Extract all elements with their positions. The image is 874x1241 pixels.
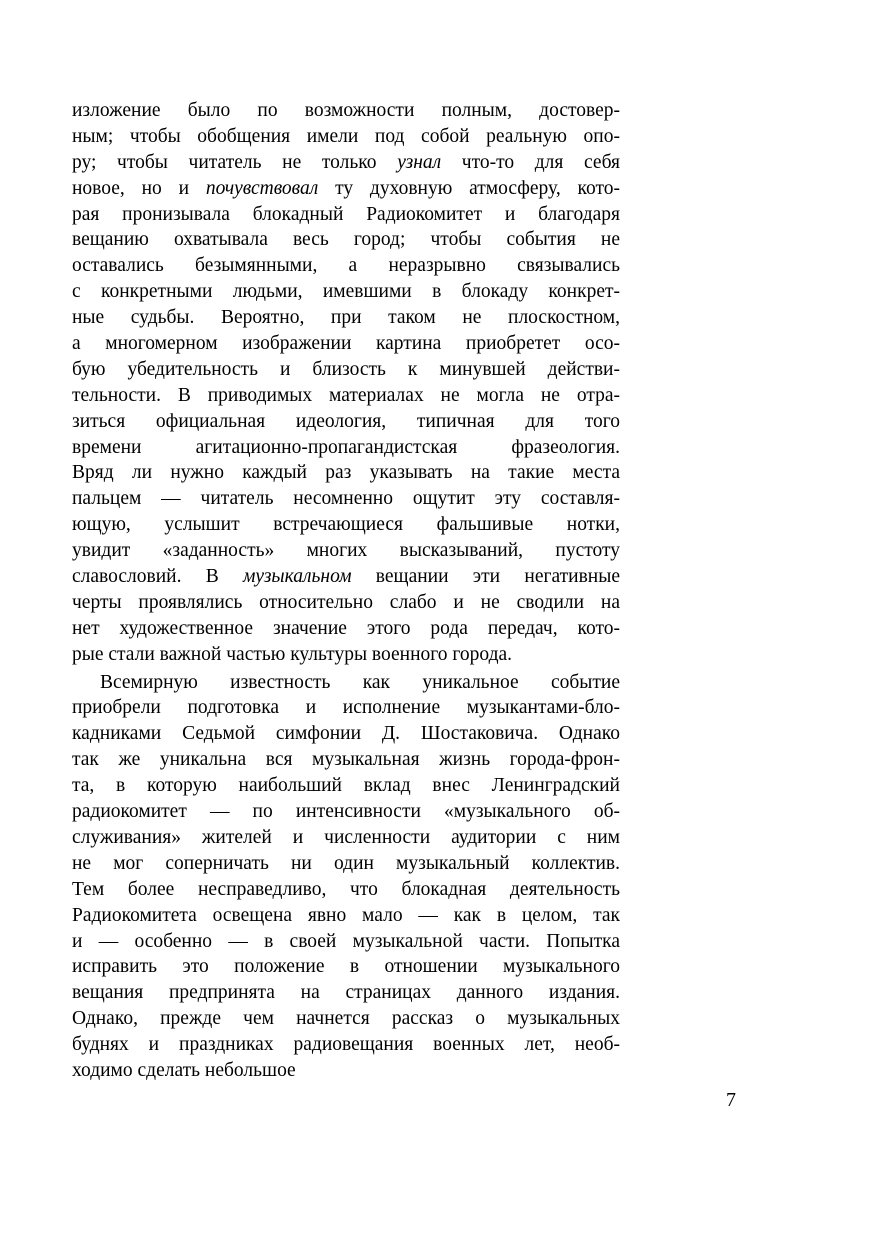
text-line (72, 176, 620, 202)
text-line (72, 227, 620, 253)
text-run: оставались безымянными, а неразрывно связывались (72, 255, 620, 277)
text-line (72, 851, 620, 877)
text-line (72, 747, 620, 773)
text-line (72, 642, 620, 668)
text-line (72, 435, 620, 461)
text-run: тельности. В приводимых материалах не могла не отра- (72, 384, 620, 406)
text-line (72, 721, 620, 747)
text-line (72, 773, 620, 799)
text-line (72, 877, 620, 903)
italic-emphasis: узнал (397, 151, 442, 173)
text-run: бую убедительность и близость к минувшей действи- (72, 358, 620, 380)
text-line (72, 253, 620, 279)
text-run: что-то для себя (441, 151, 620, 173)
text-run: черты проявлялись относительно слабо и не сводили на (72, 591, 620, 613)
text-run: не мог соперничать ни один музыкальный коллектив. (72, 852, 620, 874)
text-run: ходимо сделать небольшое (72, 1059, 296, 1081)
text-run: рая пронизывала блокадный Радиокомитет и благодаря (72, 203, 620, 225)
text-run: пальцем — читатель несомненно ощутит эту составля- (72, 488, 620, 510)
body-text (72, 98, 620, 1084)
text-line (72, 124, 620, 150)
italic-emphasis: почувствовал (205, 177, 319, 199)
paragraph-1 (72, 98, 620, 668)
text-line (72, 825, 620, 851)
text-run: вещанию охватывала весь город; чтобы события не (72, 229, 620, 251)
text-run: Вряд ли нужно каждый раз указывать на такие места (72, 462, 620, 484)
text-line (72, 486, 620, 512)
text-run: ные судьбы. Вероятно, при таком не плоскостном, (72, 307, 620, 329)
text-run: славословий. В (72, 566, 243, 588)
text-line (72, 409, 620, 435)
text-run: так же уникальна вся музыкальная жизнь города-фрон- (72, 749, 620, 771)
text-run: радиокомитет — по интенсивности «музыкального об- (72, 801, 620, 823)
text-line (72, 695, 620, 721)
text-run: нет художественное значение этого рода передач, кото- (72, 617, 620, 639)
text-run: ющую, услышит встречающиеся фальшивые нотки, (72, 514, 620, 536)
text-line (72, 383, 620, 409)
text-line (72, 980, 620, 1006)
text-run: новое, но и (72, 177, 206, 199)
text-line (72, 460, 620, 486)
text-line (72, 305, 620, 331)
text-line (72, 331, 620, 357)
italic-emphasis: музыкальном (242, 566, 352, 588)
text-run: служивания» жителей и численности аудитории с ним (72, 826, 620, 848)
text-line (72, 279, 620, 305)
text-run: ру; чтобы читатель не только (72, 151, 398, 173)
text-run: буднях и праздниках радиовещания военных лет, необ- (72, 1034, 620, 1056)
text-line (72, 954, 620, 980)
text-run: ту духовную атмосферу, кото- (318, 177, 620, 199)
text-line (72, 799, 620, 825)
text-run: и — особенно — в своей музыкальной части. Попытка (72, 930, 620, 952)
text-line (72, 202, 620, 228)
text-run: изложение было по возможности полным, достовер- (72, 100, 620, 121)
page-number: 7 (726, 1089, 736, 1111)
text-run: ным; чтобы обобщения имели под собой реальную опо- (72, 125, 620, 147)
text-line (72, 98, 620, 124)
text-run: кадниками Седьмой симфонии Д. Шостаковича. Однако (72, 723, 620, 745)
text-line (72, 616, 620, 642)
text-line (72, 929, 620, 955)
text-run: рые стали важной частью культуры военного города. (72, 643, 513, 665)
text-run: увидит «заданность» многих высказываний, пустоту (72, 540, 620, 562)
text-run: та, в которую наибольший вклад внес Ленинградский (72, 775, 620, 797)
text-line (72, 590, 620, 616)
text-run: исправить это положение в отношении музыкального (72, 956, 620, 978)
text-line (72, 1006, 620, 1032)
text-run: Радиокомитета освещена явно мало — как в целом, так (72, 904, 620, 926)
text-run: вещании эти негативные (351, 566, 620, 588)
text-run: а многомерном изображении картина приобретет осо- (72, 333, 620, 355)
text-run: Тем более несправедливо, что блокадная деятельность (72, 878, 620, 900)
text-run: Однако, прежде чем начнется рассказ о музыкальных (72, 1008, 620, 1030)
text-line (72, 564, 620, 590)
text-line (72, 357, 620, 383)
text-line (72, 150, 620, 176)
text-run: зиться официальная идеология, типичная для того (72, 410, 620, 432)
text-run: приобрели подготовка и исполнение музыкантами-бло- (72, 697, 620, 719)
text-run: времени агитационно-пропагандистская фразеология. (72, 436, 620, 458)
text-line (72, 538, 620, 564)
text-line (72, 903, 620, 929)
paragraph-2 (72, 670, 620, 1084)
text-run: Всемирную известность как уникальное событие (100, 671, 620, 693)
text-line (72, 670, 620, 696)
text-line (72, 1032, 620, 1058)
text-run: вещания предпринята на страницах данного издания. (72, 982, 620, 1004)
text-line (72, 512, 620, 538)
text-run: с конкретными людьми, имевшими в блокаду конкрет- (72, 281, 620, 303)
text-line (72, 1058, 620, 1084)
